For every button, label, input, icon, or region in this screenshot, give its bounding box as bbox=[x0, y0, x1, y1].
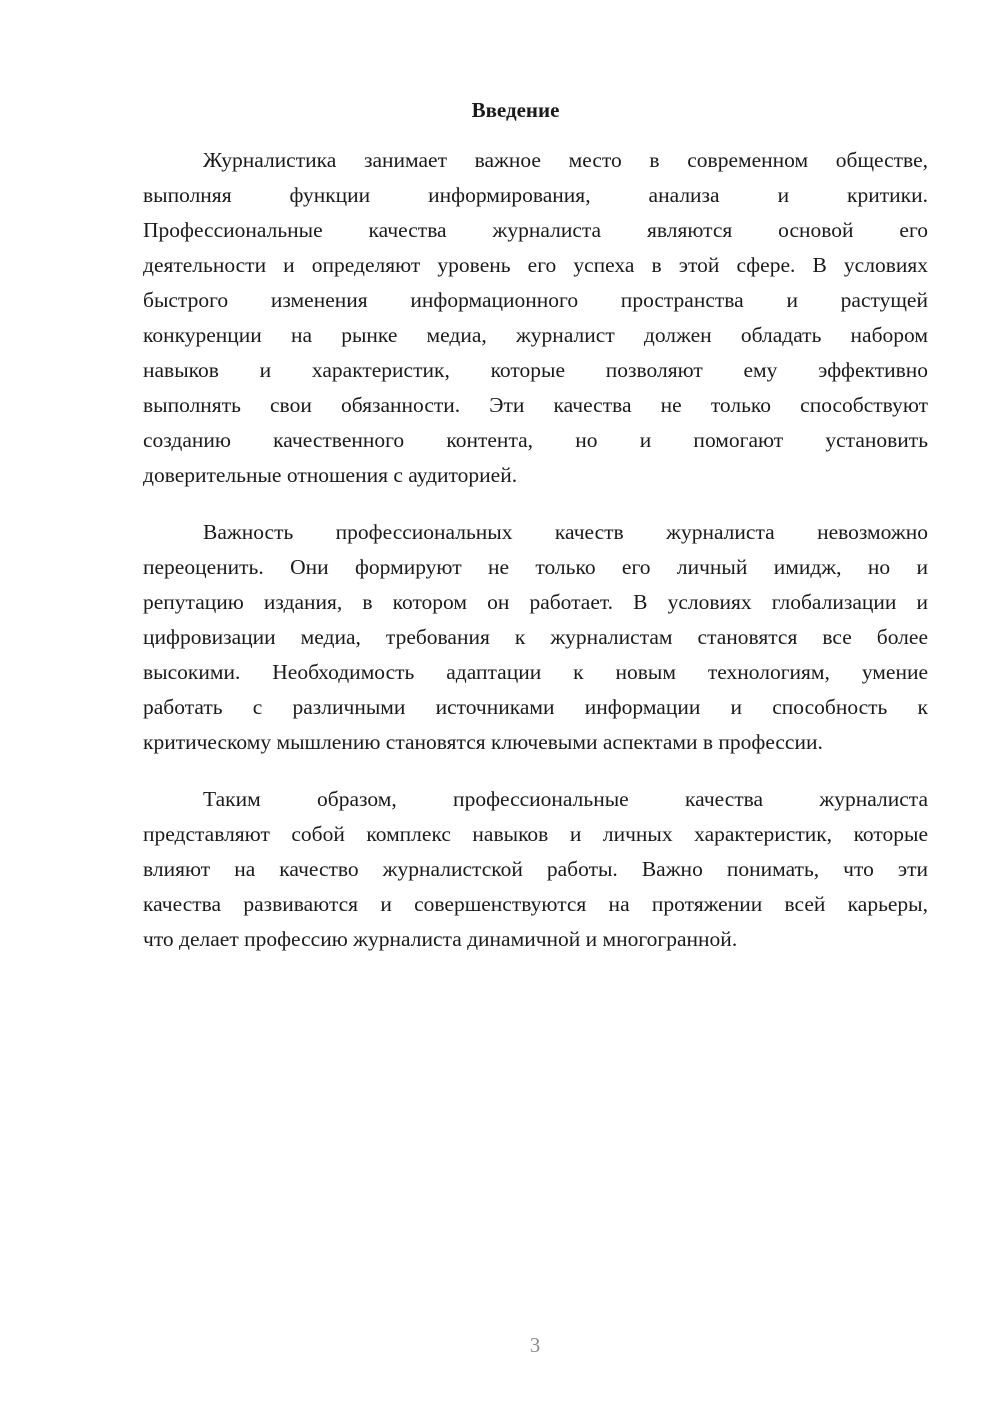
text-line: созданию качественного контента, но и помогают установить bbox=[143, 428, 928, 452]
text-line: репутацию издания, в котором он работает. В условиях глобализации и bbox=[143, 590, 928, 614]
text-line: переоценить. Они формируют не только его личный имидж, но и bbox=[143, 555, 928, 579]
page-number: 3 bbox=[529, 1333, 541, 1357]
text-line: доверительные отношения с аудиторией. bbox=[143, 463, 518, 487]
text-line: что делает профессию журналиста динамичной и многогранной. bbox=[143, 927, 738, 951]
text-line: Журналистика занимает важное место в современном обществе, bbox=[203, 148, 928, 172]
text-line: быстрого изменения информационного пространства и растущей bbox=[143, 288, 928, 312]
text-line: Таким образом, профессиональные качества журналиста bbox=[203, 787, 928, 811]
text-line: представляют собой комплекс навыков и личных характеристик, которые bbox=[143, 822, 928, 846]
paragraph bbox=[143, 515, 928, 760]
text-line: навыков и характеристик, которые позволяют ему эффективно bbox=[143, 358, 928, 382]
text-line: критическому мышлению становятся ключевыми аспектами в профессии. bbox=[143, 730, 823, 754]
text-line: Важность профессиональных качеств журналиста невозможно bbox=[203, 520, 928, 544]
text-line: выполнять свои обязанности. Эти качества не только способствуют bbox=[143, 393, 928, 417]
text-line: работать с различными источниками информации и способность к bbox=[143, 695, 928, 719]
document-body bbox=[143, 143, 928, 979]
section-heading bbox=[143, 96, 928, 124]
heading-text: Введение bbox=[471, 98, 560, 122]
text-line: цифровизации медиа, требования к журналистам становятся все более bbox=[143, 625, 928, 649]
text-line: выполняя функции информирования, анализа и критики. bbox=[143, 183, 928, 207]
paragraph bbox=[143, 143, 928, 493]
paragraph bbox=[143, 782, 928, 957]
text-line: деятельности и определяют уровень его успеха в этой сфере. В условиях bbox=[143, 253, 928, 277]
text-line: высокими. Необходимость адаптации к новым технологиям, умение bbox=[143, 660, 928, 684]
text-line: качества развиваются и совершенствуются на протяжении всей карьеры, bbox=[143, 892, 928, 916]
text-line: Профессиональные качества журналиста являются основой его bbox=[143, 218, 928, 242]
text-line: конкуренции на рынке медиа, журналист должен обладать набором bbox=[143, 323, 928, 347]
text-line: влияют на качество журналистской работы. Важно понимать, что эти bbox=[143, 857, 928, 881]
